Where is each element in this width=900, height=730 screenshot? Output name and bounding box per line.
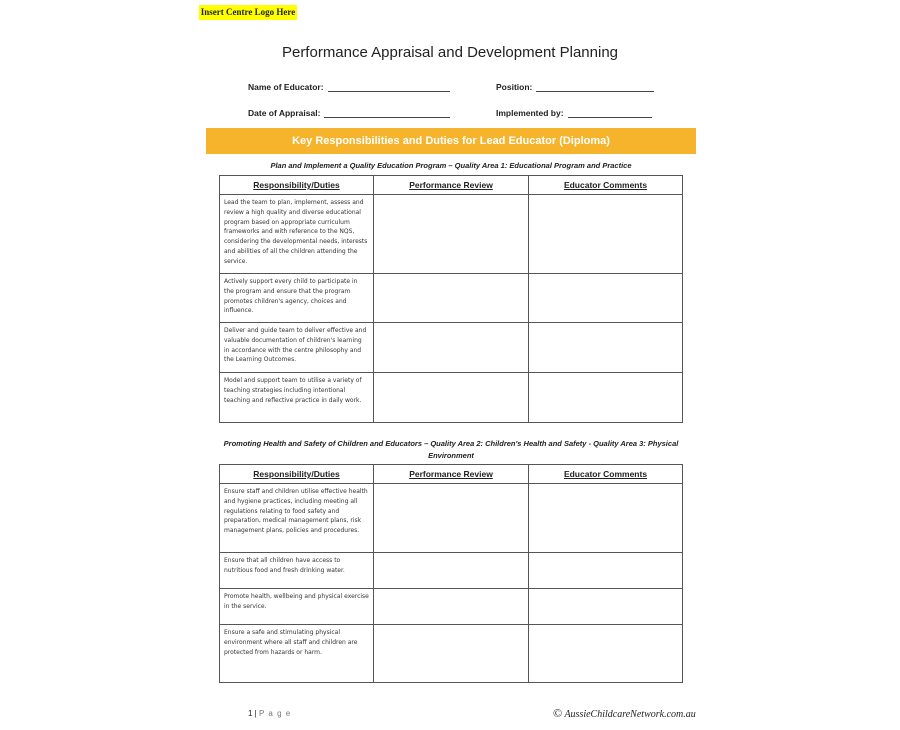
- performance-review-cell[interactable]: [374, 484, 529, 553]
- educator-comments-cell[interactable]: [529, 195, 683, 274]
- table-row: [220, 553, 683, 589]
- page-number-value: 1: [248, 709, 253, 718]
- duty-cell: Model and support team to utilise a variety of teaching strategies including intentional teaching and reflective practice in daily work.: [220, 373, 374, 423]
- name-of-educator-label: Name of Educator:: [248, 82, 324, 92]
- position-field[interactable]: [496, 82, 654, 92]
- performance-review-cell[interactable]: [374, 373, 529, 423]
- educator-comments-cell[interactable]: [529, 274, 683, 323]
- table-header-row: [220, 465, 683, 484]
- table-row: [220, 323, 683, 373]
- performance-review-cell[interactable]: [374, 195, 529, 274]
- implemented-by-field[interactable]: [496, 108, 652, 118]
- duty-cell: Promote health, wellbeing and physical exercise in the service.: [220, 589, 374, 625]
- educator-comments-cell[interactable]: [529, 553, 683, 589]
- educator-comments-cell[interactable]: [529, 625, 683, 683]
- page-word: P a g e: [258, 709, 292, 718]
- table-row: [220, 195, 683, 274]
- performance-review-cell[interactable]: [374, 553, 529, 589]
- name-of-educator-field[interactable]: [248, 82, 450, 92]
- position-label: Position:: [496, 82, 533, 92]
- performance-review-cell[interactable]: [374, 274, 529, 323]
- educator-comments-cell[interactable]: [529, 323, 683, 373]
- table-row: [220, 589, 683, 625]
- page-number: 1 | P a g e: [248, 709, 292, 718]
- table-row: [220, 625, 683, 683]
- column-header-educator-comments: Educator Comments: [529, 465, 683, 484]
- duty-cell: Ensure staff and children utilise effective health and hygiene practices, including meeting all regulations relating to food safety and preparation, medical management plans, risk management plans, policies and procedures.: [220, 484, 374, 553]
- duty-cell: Actively support every child to participate in the program and ensure that the program promotes children's agency, choices and influence.: [220, 274, 374, 323]
- table-header-row: [220, 176, 683, 195]
- implemented-by-line[interactable]: [568, 108, 652, 118]
- duty-cell: Deliver and guide team to deliver effective and valuable documentation of children's learning in accordance with the centre philosophy and the Learning Outcomes.: [220, 323, 374, 373]
- duty-cell: Ensure a safe and stimulating physical environment where all staff and children are protected from hazards or harm.: [220, 625, 374, 683]
- position-line[interactable]: [536, 82, 654, 92]
- page-title: Performance Appraisal and Development Planning: [281, 44, 619, 61]
- date-of-appraisal-field[interactable]: [248, 108, 450, 118]
- table-row: [220, 484, 683, 553]
- column-header-responsibility: Responsibility/Duties: [220, 176, 374, 195]
- column-header-responsibility: Responsibility/Duties: [220, 465, 374, 484]
- name-of-educator-line[interactable]: [328, 82, 450, 92]
- educator-comments-cell[interactable]: [529, 484, 683, 553]
- duty-cell: Lead the team to plan, implement, assess and review a high quality and diverse educational program based on appropriate curriculum frameworks and with reference to the NQS, considering the developmental needs, interests and abilities of all the children attending the service.: [220, 195, 374, 274]
- performance-review-cell[interactable]: [374, 589, 529, 625]
- performance-review-cell[interactable]: [374, 323, 529, 373]
- section-heading-quality-area-2-3: Promoting Health and Safety of Children and Educators – Quality Area 2: Children's Health and Safety - Quality Area 3: Physical Environment: [223, 439, 679, 460]
- column-header-educator-comments: Educator Comments: [529, 176, 683, 195]
- column-header-performance-review: Performance Review: [374, 176, 529, 195]
- table-row: [220, 274, 683, 323]
- copyright-text: AussieChildcareNetwork.com.au: [564, 709, 696, 720]
- copyright-icon: ©: [553, 706, 563, 720]
- column-header-performance-review: Performance Review: [374, 465, 529, 484]
- date-of-appraisal-label: Date of Appraisal:: [248, 108, 321, 118]
- date-of-appraisal-line[interactable]: [324, 108, 450, 118]
- performance-review-cell[interactable]: [374, 625, 529, 683]
- section-heading-quality-area-1: Plan and Implement a Quality Education Program – Quality Area 1: Educational Program and Practice: [270, 161, 632, 170]
- logo-placeholder: Insert Centre Logo Here: [199, 5, 297, 20]
- implemented-by-label: Implemented by:: [496, 108, 564, 118]
- responsibilities-table-1: [219, 175, 683, 423]
- table-row: [220, 373, 683, 423]
- duty-cell: Ensure that all children have access to nutritious food and fresh drinking water.: [220, 553, 374, 589]
- section-banner: Key Responsibilities and Duties for Lead Educator (Diploma): [206, 128, 696, 154]
- educator-comments-cell[interactable]: [529, 589, 683, 625]
- responsibilities-table-2: [219, 464, 683, 683]
- copyright-notice: [553, 706, 696, 721]
- educator-comments-cell[interactable]: [529, 373, 683, 423]
